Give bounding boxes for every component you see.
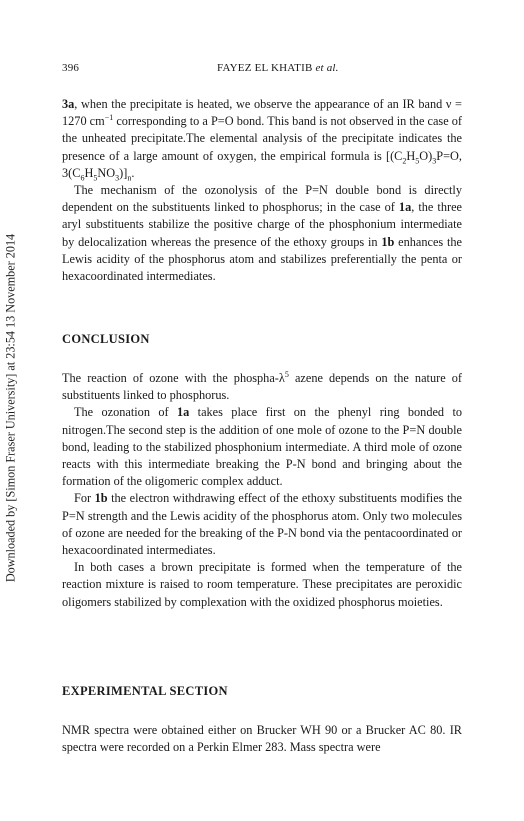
page-number: 396 [62, 62, 80, 74]
running-head [217, 62, 339, 74]
download-watermark [2, 208, 20, 608]
paragraph-ir-analysis: 3a, when the precipitate is heated, we observe the appearance of an IR band ν = 1270 $cm^{-1}$ corresponding to a P=O bond. This band is not observed in the case of the unheated precipitate.The elemental analysis of the precipitate indicates the presence of a large amount of oxygen, the empirical formula is [$(C_2H_5O)_3P=O$, $3(C_6H_5NO_3)]_n$. [62, 97, 462, 183]
intro-section [62, 96, 462, 285]
paragraph-conclusion-1: The reaction of ozone with the phospha-$\lambda^5$ azene depends on the nature of substituents linked to phosphorus. [62, 369, 462, 403]
conclusion-section [62, 370, 462, 611]
running-head-etal: et al. [315, 62, 339, 74]
section-title-experimental: EXPERIMENTAL SECTION [62, 684, 228, 698]
paragraph-conclusion-3: For 1b the electron withdrawing effect of the ethoxy substituents modifies the P=N strength and the Lewis acidity of the phosphorus atom. Only two molecules of ozone are needed for the breaking of the P-N bond via the pentacoordinated or hexacoordinated intermediates. [62, 491, 462, 558]
paragraph-conclusion-4: In both cases a brown precipitate is formed when the temperature of the reaction mixture is raised to room temperature. These precipitates are peroxidic oligomers stabilized by complexation with the oxidized phosphorus moieties. [62, 560, 462, 609]
paragraph-experimental-1: NMR spectra were obtained either on Brucker WH 90 or a Brucker AC 80. IR spectra were recorded on a Perkin Elmer 283. Mass spectra were [62, 723, 462, 755]
section-title-conclusion: CONCLUSION [62, 332, 150, 346]
paragraph-mechanism: The mechanism of the ozonolysis of the P=N double bond is directly dependent on the substituents linked to phosphorus; in the case of 1a, the three aryl substituents stabilize the positive charge of the phosphonium intermediate by delocalization whereas the presence of the ethoxy groups in 1b enhances the Lewis acidity of the phosphorus atom and stabilizes preferentially the penta or hexacoordinated intermediates. [62, 183, 463, 284]
paragraph-conclusion-2: The ozonation of 1a takes place first on the phenyl ring bonded to nitrogen.The second step is the addition of one mole of ozone to the P=N double bond, leading to the stabilized phosphonium intermediate. A third mole of ozone reacts with this intermediate breaking the P-N bond and bringing about the formation of the oligomeric complex adduct. [62, 405, 463, 489]
running-head-authors: FAYEZ EL KHATIB [217, 62, 313, 74]
download-watermark-text: Downloaded by [Simon Fraser University] at 23:54 13 November 2014 [3, 233, 18, 583]
experimental-section [62, 722, 462, 756]
